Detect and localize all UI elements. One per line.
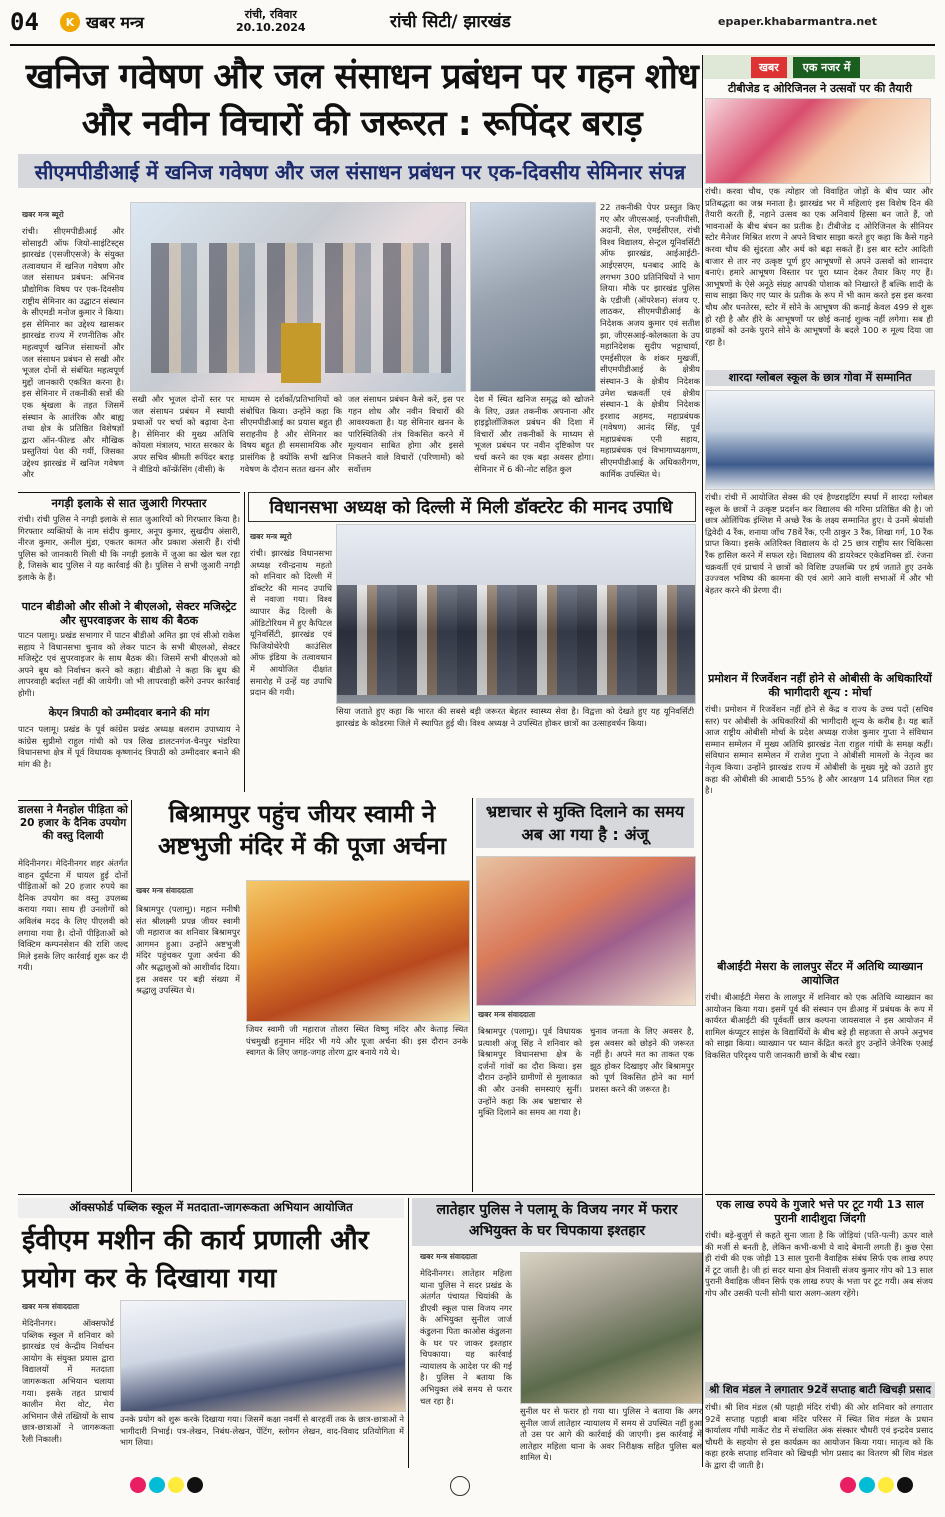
jiyar-byline: खबर मन्त्र संवाददाता bbox=[136, 886, 194, 895]
at-a-glance-brand-tag: खबर bbox=[751, 57, 787, 78]
article-evm-body-2: उनके प्रयोग को शुरू करके दिखाया गया। जिसमें कक्षा नवमीं से बारहवीं तक के छात्र-छात्राओं ने भागीदारी निभाई। पत्र-लेखन, निबंध-लेखन, पेंटिंग, स्लोगन लेखन, वाद-विवाद प्रतियोगिता में भाग लिया। bbox=[120, 1414, 404, 1448]
article-tripathi-body: पाटन पलामू। प्रखंड के पूर्व कांग्रेस प्रखंड अध्यक्ष बलराम उपाध्याय ने कांग्रेस सुप्रीमो राहुल गांधी को पत्र लिख डालटनगंज-चैनपुर भंडरिया विधानसभा क्षेत्र में पूर्व विधायक कृष्णानंद त्रिपाठी को उम्मीदवार बनाने की मांग की है। bbox=[18, 724, 240, 769]
lead-column-3: माध्यम से दर्शकों/प्रतिभागियों को संबोधित किया। उन्होंने कहा कि सीएमपीडीआई का प्रयास बहुत ही सराहनीय है और सेमिनार का विषय बहुत ही समसामयिक और प्रासंगिक है क्योंकि सभी खनिज गवेषण के दौरान सतत खनन और bbox=[240, 394, 342, 474]
issue-date-line2: 20.10.2024 bbox=[236, 21, 306, 34]
latehar-photo[interactable] bbox=[520, 1252, 704, 1404]
obc-headline[interactable]: प्रमोशन में रिजर्वेशन नहीं होने से ओबीसी के अधिकारियों की भागीदारी शून्य : मोर्चा bbox=[708, 672, 932, 699]
color-dot bbox=[149, 1477, 165, 1493]
lead-column-2: सखी और भूजल दोनों स्तर पर जल संसाधन प्रबंधन में स्थायी प्रथाओं पर चर्चा को बढ़ावा देना है। सेमिनार की मुख्य अतिथि कोयला मंत्रालय, भारत सरकार के अपर सचिव श्रीमती रूपिंदर बराड़ ने वीडियो कॉन्फ्रेंसिंग (वीसी) के bbox=[132, 394, 234, 474]
lead-column-4: जल संसाधन प्रबंधन कैसे करें, इस पर गहन शोध और नवीन विचारों की आवश्यकता है। यह सेमिनार खनन के पारिस्थितिकी तंत्र विकसित करने में मूल्यवान साबित होगा और इससे निकलने वाले विचारों (परिणामों) को सर्वोत्तम bbox=[348, 394, 464, 474]
column-divider bbox=[472, 798, 473, 1192]
evm-byline: खबर मन्त्र संवाददाता bbox=[22, 1302, 80, 1311]
article-patan-meeting-headline[interactable]: पाटन बीडीओ और सीओ ने बीएलओ, सेक्टर मजिस्ट्रेट और सुपरवाइजर के साथ की बैठक bbox=[21, 600, 237, 627]
print-registration-strip bbox=[10, 1473, 935, 1499]
at-a-glance-bar bbox=[703, 55, 935, 79]
article-latehar-body: मेदिनीनगर। लातेहार महिला थाना पुलिस ने सदर प्रखंड के अंतर्गत पंचायत चियांकी के डीएवी स्कूल पास विजय नगर के अभियुक्त सुनील जार्ज कंडुलना पिता काओस कंडुलना के घर पर जाकर इश्तहार चिपकाया। यह कार्रवाई न्यायालय के आदेश पर की गई है। पुलिस ने बताया कि अभियुक्त लंबे समय से फरार चल रहा है। bbox=[420, 1268, 512, 1406]
brand-name: खबर मन्त्र bbox=[86, 13, 144, 32]
latehar-byline: खबर मन्त्र संवाददाता bbox=[420, 1252, 478, 1261]
article-gambler-arrest-body: रांची। रांची पुलिस ने नगड़ी इलाके से सात जुआरियों को गिरफ्तार किया है। गिरफ्तार व्यक्तियों के नाम संदीप कुमार, अनूप कुमार, सुखदीप अंसारी, नीरज कुमार, अनील मुंडा, एकतर कामत और प्रकाश अंसारी हैं। रांची पुलिस को जानकारी मिली थी कि नगड़ी इलाके में जुआ का खेल चल रहा है, जिसके बाद पुलिस ने यह कार्रवाई की है। पुलिस ने सभी जुआरी नगड़ी इलाके के हैं। bbox=[18, 514, 240, 582]
article-patan-meeting-body: पाटन पलामू। प्रखंड सभागार में पाटन बीडीओ अमित झा एवं सीओ राकेश सहाय ने विधानसभा चुनाव को लेकर पाटन के सभी बीएलओ, सेक्टर मजिस्ट्रेट एवं सुपरवाइजर के साथ बैठक की। जिसमें सभी बीएलओ को अपने बूथ को निर्वाचन करने को कहा। बीडीओ ने कहा कि बूथ की लापरवाही बर्दाश्त नहीं की जायेगी। जो भी लापरवाही करेंगे उनपर कार्रवाई होगी। bbox=[18, 630, 240, 698]
color-dot bbox=[840, 1477, 856, 1493]
issue-date-line1: रांची, रविवार bbox=[244, 8, 297, 21]
lead-photo-audience[interactable] bbox=[470, 202, 596, 392]
divorce-headline[interactable]: एक लाख रुपये के गुजारे भत्ते पर टूट गयी 13 साल पुरानी शादीशुदा जिंदगी bbox=[716, 1198, 924, 1225]
at-a-glance-label: एक नजर में bbox=[793, 57, 861, 78]
color-marks-right bbox=[840, 1477, 916, 1497]
article-anju-body: बिश्रामपुर (पलामू)। पूर्व विधायक प्रत्याशी अंजू सिंह ने शनिवार को बिश्रामपुर विधानसभा क्षेत्र के दर्जनों गांवों का दौरा किया। इस दौरान उन्होंने ग्रामीणों से मुलाकात की और उनकी समस्याएं सुनीं। उन्होंने कहा कि अब भ्रष्टाचार से मुक्ति दिलाने का समय आ गया है। bbox=[478, 1026, 582, 1118]
sharda-body: रांची। रांची में आयोजित सेक्स की एवं हैण्डराइटिंग स्पर्धा में शारदा ग्लोबल स्कूल के छात्रों ने उत्कृष्ट प्रदर्शन कर विद्यालय की गरिमा प्रतिष्ठित की है। जो छात्र ओलिंपिक इंग्लिश में अच्छे रैंक के लक्ष्य सम्मानित हुए। ये उनमें श्रेयांशी द्विवेदी 4 रैंक, शनाया जाँच 78वें रैंक, एनी ठाकुर 3 रैंक, शिखा गर्ग, 10 रैंक प्राप्त किया। इसके अतिरिक्त विद्यालय के दो 25 छात्र राष्ट्रीय स्तर चिकित्सा रैंक हासिल करने में सफल रहे। विद्यालय की डायरेक्टर एकेडमिक्स डॉ. रंजना चक्रवर्ती एवं प्राचार्य ने छात्रों को विशिष्ट उपलब्धि पर हर्ष जताते हुए उनके उज्ज्वल भविष्य की कामना की एवं आगे आने वाली सभाओं में और भी बेहतर करने की प्रेरणा दी। bbox=[705, 492, 933, 595]
section-title: रांची सिटी/ झारखंड bbox=[390, 12, 511, 32]
registration-crosshair-icon bbox=[450, 1476, 470, 1496]
column-divider bbox=[244, 492, 245, 792]
obc-body: रांची। प्रमोशन में रिजर्वेशन नहीं होने से केंद्र व राज्य के उच्च पदों (सचिव स्तर) पर ओबीसी के अधिकारियों की भागीदारी शून्य के करीब है। यह बातें आज राष्ट्रीय ओबीसी मोर्चा के प्रदेश अध्यक्ष राजेश कुमार गुप्ता ने संविधान सम्मान सम्मेलन में मुख्य अतिथि झारखंड नेता राहुल गांधी के समक्ष कहीं। संविधान सम्मान सम्मेलन में राजेश गुप्ता ने ओबीसी मामलों के नेतृत्व का नेतृत्व किया। उन्होंने झारखंड राज्य में ओबीसी के मुख्य मुद्दे को उठाते हुए कहा की ओबीसी की आबादी 55% है और आरक्षण 14 प्रतिशत मिल रहा है। bbox=[705, 704, 933, 796]
issue-date bbox=[236, 8, 306, 34]
color-dot bbox=[878, 1477, 894, 1493]
article-evm-kicker: ऑक्सफोर्ड पब्लिक स्कूल में मतदाता-जागरूकता अभियान आयोजित bbox=[69, 1200, 353, 1214]
lead-photo-seminar[interactable] bbox=[130, 202, 466, 392]
divider bbox=[18, 800, 128, 801]
anju-byline: खबर मन्त्र संवाददाता bbox=[478, 1010, 536, 1019]
article-doctorate-headline[interactable]: विधानसभा अध्यक्ष को दिल्ली में मिली डॉक्टरेट की मानद उपाधि bbox=[269, 498, 673, 518]
article-dalsa-body: मेदिनीनगर। मेदिनीनगर शहर अंतर्गत वाहन दुर्घटना में घायल हुई दोनों पीड़िताओं को 20 हजार रुपये का दैनिक उपयोग का वस्तु उपलब्ध कराया गया। साथ ही उनलोगों को अविलंब मदद के लिए पीएलवी को लगाया गया है। दोनों पीड़िताओं को विक्टिम कम्पनसेशन की राशि जल्द मिले इसके लिए कार्रवाई शुरू कर दी गयी। bbox=[18, 858, 128, 973]
article-gambler-arrest-headline[interactable]: नगड़ी इलाके से सात जुआरी गिरफ्तार bbox=[51, 496, 207, 510]
lead-column-6: देश में स्थित खनिज समृद्ध को खोजने के लिए, उन्नत तकनीक अपनाना और हाइड्रोलॉजिकल प्रबंधन की दिशा में विचारों और तकनीकों के माध्यम से भूजल प्रबंधन पर नवीन दृष्टिकोण पर चर्चा करने का एक बड़ा अवसर होगा। सेमिनार में 6 की-नोट सहित कुल bbox=[474, 394, 594, 474]
jiyar-swami-photo[interactable] bbox=[246, 880, 470, 1022]
article-dalsa-headline[interactable]: डालसा ने मैनहोल पीड़िता को 20 हजार के दैनिक उपयोग की वस्तु दिलायी bbox=[18, 804, 128, 842]
doctorate-byline: खबर मन्त्र ब्यूरो bbox=[250, 532, 292, 541]
shiv-mandal-headline[interactable]: श्री शिव मंडल ने लगातार 92वें सप्ताह बाटी खिचड़ी प्रसाद bbox=[709, 1384, 931, 1396]
anju-photo[interactable] bbox=[476, 856, 696, 1006]
page-number: 04 bbox=[10, 8, 39, 36]
article-doctorate-body-2: सिया जताते हुए कहा कि भारत की सबसे बड़ी जरूरत बेहतर स्वास्थ्य सेवा है। विद्वत्ता को देखते हुए यह यूनिवर्सिटी झारखंड के कोडरमा जिले में स्थापित हुई थी। विश्व अध्यक्ष ने उपस्थित होकर छात्रों का उत्साहवर्धन किया। bbox=[336, 706, 694, 728]
header-divider bbox=[10, 44, 935, 46]
article-anju-body-2: चुनाव जनता के लिए अवसर है, इस अवसर को छोड़ने की जरूरत नहीं है। अपने मत का ताकत एक झूठ होकर दिखाइए और बिश्रामपुर को पूर्ण विकसित होने का मार्ग प्रशस्त करने की जरूरत है। bbox=[590, 1026, 694, 1094]
article-latehar-headline[interactable]: लातेहार पुलिस ने पलामू के विजय नगर में फरार अभियुक्त के घर चिपकाया इश्तहार bbox=[436, 1202, 678, 1239]
column-divider bbox=[131, 800, 132, 1192]
bit-headline[interactable]: बीआईटी मेसरा के लालपुर सेंटर में अतिथि व्याख्यान आयोजित bbox=[717, 960, 923, 987]
lead-column-1: रांची। सीएमपीडीआई और सोसाइटी ऑफ जियो-साइंटिस्ट्स झारखंड (एसजीएसजे) के संयुक्त तत्वावधान में खनिज गवेषण और जल संसाधन प्रबंधन: अभिनव प्रौद्योगिक विषय पर एक-दिवसीय राष्ट्रीय सेमिनार का उद्घाटन संस्थान के सीएमडी मनोज कुमार ने किया। इस सेमिनार का उद्देश्य खासकर झारखंड राज्य में रणनीतिक और महत्वपूर्ण खनिज संसाधनों और जल संसाधन प्रबंधन से सखी और भूजल दोनों से संबंधित महत्वपूर्ण मुद्दों जानकारी एकत्रित करना है। इस सेमिनार में तकनीकी सत्रों की एक श्रृंखला के तहत जिसमें संस्थान के आतंरिक और बाह्य तथा क्षेत्र के प्रतिष्ठित विशेषज्ञों द्वारा ऑन-फील्ड और मौखिक प्रस्तुतियां पेश की गयीं, जिसका उद्देश्य झारखंड में खनिज गवेषण और bbox=[22, 226, 124, 480]
divider bbox=[18, 1194, 702, 1195]
tbz-photo[interactable] bbox=[705, 98, 931, 184]
tbz-body: रांची। करवा चौथ, एक त्योहार जो विवाहित जोड़ों के बीच प्यार और प्रतिबद्धता का जश्न मनाता है। झारखंड भर में महिलाएं इस विशेष दिन की तैयारी करती हैं, नहाने उत्सव का एक अनिवार्य हिस्सा बन जाते हैं, जो भावनाओं के बीच बंधन का प्रतीक है। टीबीजेड द ओरिजिनल के सीनियर स्टोर मैनेजर मिश्रित शरण ने अपने विचार साझा करते हुए कहा कि कैसे गहने करवा चौथ की सुंदरता और अर्थ को बढ़ा सकते हैं। इस बार स्टोर आदिती बाजार से तार नए उत्कृष्ट पूर्ण हुए आभूषणों से अपने उत्सवों को शानदार बनाएं। हमारे आभूषण विस्तार पर पूरा ध्यान देकर तैयार किए गए हैं। आभूषणों के ऐसे अनूठे संग्रह आपकी पोशाक को निखारते हैं बल्कि शादी के साथ साझा किए गए प्यार के प्रतीक के रूप में भी काम करते इस इस करवा चौथ और धनतेरस, स्टोर में सोने के आभूषण की कनाई केवल 499 से शुरू हो रही है और हीरे के आभूषणों पर छोई कनाई शुल्क नहीं लगेगा। सब ही ग्राहकों को उनके पुराने सोने के आभूषणों के बदले 100 रु मूल्य दिया जा रहा है। bbox=[705, 186, 933, 347]
masthead-logo[interactable] bbox=[60, 10, 230, 34]
evm-photo[interactable] bbox=[120, 1300, 406, 1412]
sharda-headline[interactable]: शारदा ग्लोबल स्कूल के छात्र गोवा में सम्मानित bbox=[728, 371, 912, 384]
doctorate-photo[interactable] bbox=[336, 524, 696, 704]
color-dot bbox=[897, 1477, 913, 1493]
color-dot bbox=[168, 1477, 184, 1493]
article-jiyar-swami-headline[interactable]: बिश्रामपुर पहुंच जीयर स्वामी ने अष्टभुजी मंदिर में की पूजा अर्चना bbox=[158, 800, 446, 860]
tbz-headline[interactable]: टीबीजेड द ओरिजिनल ने उत्सवों पर की तैयारी bbox=[728, 82, 912, 95]
article-latehar-body-2: सुनील घर से फरार हो गया था। पुलिस ने बताया कि अगर सुनील जार्ज लातेहार न्यायालय में समय से उपस्थित नहीं हुआ तो उस पर आगे की कार्रवाई की जाएगी। इस कार्रवाई में लातेहार महिला थाना के अवर निरीक्षक सहित पुलिस बल शामिल थे। bbox=[520, 1406, 702, 1463]
lead-column-7: 22 तकनीकी पेपर प्रस्तुत किए गए और जीएसआई, एनजीपीसी, अदानी, सेल, एमईसीएल, रांची विश्व विद्यालय, सेन्ट्रल यूनिवर्सिटी ऑफ झारखंड, आईआईटी-आईएसएम, धनबाद आदि के लगभग 300 प्रतिनिधियों ने भाग लिया। मौके पर झारखंड पुलिस के एडीजी (ऑपरेशन) संजय ए. लाठकर, सीएमपीडीआई के निदेशक अजय कुमार एवं सतीश झा, जीएसआई-कोलकाता के उप महानिदेशक सुदीप भट्टाचार्या, एमईसीएल के शंकर मुखर्जी, सीएमपीडीआई के क्षेत्रीय संस्थान-3 के क्षेत्रीय निदेशक उमेश चक्रवर्ती एवं क्षेत्रीय संस्थान-1 के क्षेत्रीय निदेशक इरशाद अहमद, महाप्रबंधक (गवेषण) आनंद सिंह, पूर्व महाप्रबंधक एनी सहाय, महाप्रबंधक एवं विभागाध्यक्षगण, सीएमपीडीआई के अधिकारीगण, कार्मिक उपस्थित थे। bbox=[600, 202, 700, 479]
lead-subhead: सीएमपीडीआई में खनिज गवेषण और जल संसाधन प्रबंधन पर एक-दिवसीय सेमिनार संपन्न bbox=[34, 160, 686, 184]
divider bbox=[705, 1194, 935, 1195]
article-anju-headline[interactable]: भ्रष्टाचार से मुक्ति दिलाने का समय अब आ गया है : अंजू bbox=[485, 802, 685, 844]
article-evm-headline[interactable]: ईवीएम मशीन की कार्य प्रणाली और प्रयोग कर के दिखाया गया bbox=[22, 1225, 369, 1294]
article-tripathi-headline[interactable]: केएन त्रिपाठी को उम्मीदवार बनाने की मांग bbox=[48, 707, 210, 719]
lead-byline: खबर मन्त्र ब्यूरो bbox=[22, 210, 64, 219]
color-marks-left bbox=[130, 1477, 206, 1497]
article-doctorate-body: रांची। झारखंड विधानसभा अध्यक्ष रवीन्द्रनाथ महतो को शनिवार को दिल्ली में डॉक्टरेट की मानद उपाधि से नवाजा गया। विश्व व्यापार केंद्र दिल्ली के ऑडिटोरियम में हुए कैपिटल यूनिवर्सिटी, झारखंड एवं फिजियोथेरेपी काउंसिल ऑफ इंडिया के तत्वावधान में आयोजित दीक्षांत समारोह में उन्हें यह उपाधि प्रदान की गयी। bbox=[250, 548, 332, 698]
color-dot bbox=[187, 1477, 203, 1493]
column-divider bbox=[702, 55, 703, 1467]
sharda-photo[interactable] bbox=[705, 390, 935, 490]
color-dot bbox=[859, 1477, 875, 1493]
color-dot bbox=[130, 1477, 146, 1493]
article-evm-body: मेदिनीनगर। ऑक्सफोर्ड पब्लिक स्कूल में शनिवार को झारखंड एवं केन्द्रीय निर्वाचन आयोग के संयुक्त प्रयास द्वारा विद्यालयों में मतदाता जागरूकता अभियान चलाया गया। इसके तहत प्राचार्य कालीन मेरा वोट, मेरा अभिमान जैसे तख्तियों के साथ छात्र-छात्राओं ने जागरूकता रैली निकाली। bbox=[22, 1318, 114, 1444]
bit-body: रांची। बीआईटी मेसरा के लालपुर में शनिवार को एक अतिथि व्याख्यान का आयोजन किया गया। इसमें पूर्व की संस्थान एम डीआइ में प्रबंधक के रूप में कार्यरत बीआईटी की पूर्ववर्ती छात्र कल्पना जायसवाल ने इस आयोजन में शामिल कंप्यूटर साइंस के विद्यार्थियों के बीच बड़े ही सहजता से अपने अनुभव को साझा किया। व्याख्यान पर ध्यान केंद्रित करते हुए उन्होंने जेनेरिक एआई विकसित परिदृश्य पारी जानकारी छात्रों के बीच रखा। bbox=[705, 992, 933, 1060]
shiv-mandal-body: रांची। श्री शिव मंडल (श्री पहाड़ी मंदिर रांची) की ओर शनिवार को लगातार 92वें सप्ताह पहाड़ी बाबा मंदिर परिसर में स्थित शिव मंडल के प्रधान कार्यालय गाँधी मार्केट रोड में संचालित अंक संस्कार चौधरी एवं इन्द्रदेव प्रसाद चौधरी के सहयोग से इस कार्यक्रम का आयोजन किया गया। मातृत्व को कि कहा हरके सप्ताह शनिवार को खिचड़ी भोग प्रसाद का वितरण श्री शिव मंडल के द्वारा दी जाती है। bbox=[705, 1402, 933, 1470]
column-divider bbox=[408, 1198, 409, 1468]
divorce-body: रांची। बड़े-बुजुर्ग से कहते सुना जाता है कि जोड़ियां (पति-पत्नी) ऊपर वाले की मर्जी से बनती है, लेकिन कभी-कभी ये वादे बेमानी लगती हैं। कुछ ऐसा ही रांची की एक जोड़ी 13 साल पुरानी वैवाहिक संबंध सिर्फ एक लाख रुपए में टूट जाती है। जी हां सदर थाना क्षेत्र निवासी संजय कुमार गोप को 13 साल पुरानी वैवाहिक जीवन सिर्फ एक लाख रुपए के भत्ता पर टूट गयी। अब संजय गोप और उसकी पत्नी सोनी धारा अलग-अलग रहेंगे। bbox=[705, 1230, 933, 1298]
article-jiyar-swami-body-2: जियर स्वामी जी महाराज तोलरा स्थित विष्णु मंदिर और केताड़ स्थित पंचमुखी हनुमान मंदिर भी गये और पूजा अर्चना की। इस दौरान उनके स्वागत के लिए जगह-जगह तोरण द्वार बनाये गये थे। bbox=[246, 1024, 468, 1058]
lead-headline[interactable]: खनिज गवेषण और जल संसाधन प्रबंधन पर गहन शोध और नवीन विचारों की जरूरत : रूपिंदर बराड़ bbox=[25, 57, 699, 144]
divider bbox=[18, 492, 240, 493]
epaper-url[interactable]: epaper.khabarmantra.net bbox=[718, 15, 877, 28]
brand-logo-icon: K bbox=[60, 12, 80, 32]
article-jiyar-swami-body: बिश्रामपुर (पलामू)। महान मनीषी संत श्रीलक्ष्मी प्रपन्न जीयर स्वामी जी महाराज का शनिवार बिश्रामपुर आगमन हुआ। उन्होंने अष्टभुजी मंदिर पहुंचकर पूजा अर्चना की और श्रद्धालुओं को आशीर्वाद दिया। इस अवसर पर बड़ी संख्या में श्रद्धालु उपस्थित थे। bbox=[136, 904, 240, 996]
